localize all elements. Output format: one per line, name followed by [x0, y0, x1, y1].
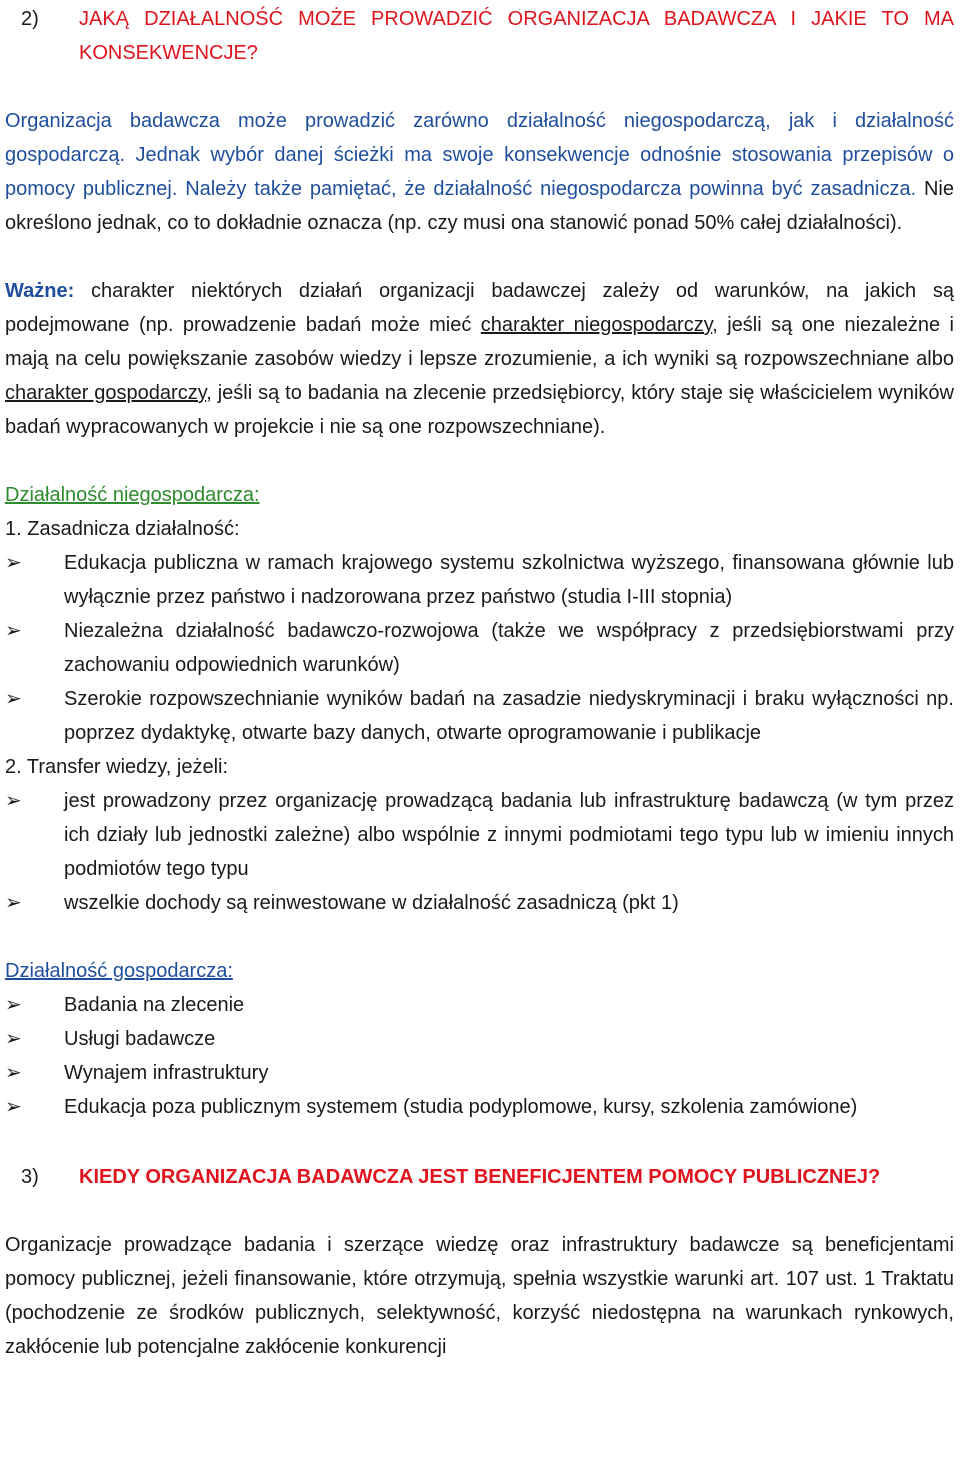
arrow-bullet-icon: ➢ — [5, 688, 22, 710]
arrow-bullet-icon: ➢ — [5, 1096, 22, 1118]
list-item-text: Badania na zlecenie — [64, 994, 245, 1016]
important-label: Ważne: — [5, 280, 75, 302]
section-title: KIEDY ORGANIZACJA BADAWCZA JEST BENEFICJENTEM POMOCY PUBLICZNEJ? — [79, 1166, 881, 1188]
list-item — [5, 1090, 954, 1124]
arrow-bullet-icon: ➢ — [5, 1062, 22, 1084]
section-number: 3) — [21, 1166, 39, 1188]
list-item — [5, 614, 954, 682]
list-item-text: Wynajem infrastruktury — [64, 1062, 269, 1084]
arrow-bullet-icon: ➢ — [5, 892, 22, 914]
section-2-heading — [5, 2, 954, 70]
intro-text-1: Organizacja badawcza może prowadzić zarówno działalność niegospodarczą, jak i działalność gospodarczą. Jednak wybór danej ścieżki ma swoje konsekwencje odnośnie stosowania przepisów o pomocy publicznej. Należy także pamiętać, że działalność niegospodarcza powinna być zasadnicza. — [5, 110, 954, 200]
knowledge-transfer-subheading: 2. Transfer wiedzy, jeżeli: — [5, 756, 229, 778]
list-item — [5, 1022, 954, 1056]
list-item — [5, 988, 954, 1022]
list-item — [5, 546, 954, 614]
economic-heading[interactable]: Działalność gospodarcza: — [5, 960, 233, 982]
section-3-heading — [5, 1160, 954, 1194]
document-page — [0, 2, 960, 1364]
arrow-bullet-icon: ➢ — [5, 552, 22, 574]
non-economic-term: charakter niegospodarczy — [480, 314, 713, 336]
list-item-text: Niezależna działalność badawczo-rozwojowa (także we współpracy z przedsiębiorstwami przy zachowaniu odpowiednich warunków) — [64, 620, 954, 676]
core-activity-subheading: 1. Zasadnicza działalność: — [5, 518, 240, 540]
list-item-text: Edukacja poza publicznym systemem (studia podyplomowe, kursy, szkolenia zamówione) — [64, 1096, 858, 1118]
important-text-1: charakter niektórych działań organizacji badawczej zależy od warunków, na jakich są podejmowane (np. prowadzenie badań może mieć — [5, 280, 954, 336]
list-item-text: Usługi badawcze — [64, 1028, 216, 1050]
arrow-bullet-icon: ➢ — [5, 790, 22, 812]
arrow-bullet-icon: ➢ — [5, 1028, 22, 1050]
important-paragraph — [5, 274, 954, 444]
important-text-2: , jeśli są one niezależne i mają na celu powiększanie zasobów wiedzy i lepsze zrozumienie, a ich wyniki są rozpowszechniane albo — [5, 314, 954, 370]
intro-text-2: Nie określono jednak, co to dokładnie oznacza (np. czy musi ona stanowić ponad 50% całej działalności). — [5, 178, 954, 234]
section-title: JAKĄ DZIAŁALNOŚĆ MOŻE PROWADZIĆ ORGANIZACJA BADAWCZA I JAKIE TO MA KONSEKWENCJE? — [79, 8, 954, 64]
list-item — [5, 784, 954, 886]
list-item-text: wszelkie dochody są reinwestowane w działalność zasadniczą (pkt 1) — [64, 892, 679, 914]
list-item — [5, 1056, 954, 1090]
closing-paragraph: Organizacje prowadzące badania i szerzące wiedzę oraz infrastruktury badawcze są beneficjentami pomocy publicznej, jeżeli finansowanie, które otrzymują, spełnia wszystkie warunki art. 107 ust. 1 Traktatu (pochodzenie ze środków publicznych, selektywność, korzyść niedostępna na warunkach rynkowych, zakłócenie lub potencjalne zakłócenie konkurencji — [5, 1234, 954, 1358]
economic-term: charakter gospodarczy — [5, 382, 207, 404]
list-item-text: Szerokie rozpowszechnianie wyników badań na zasadzie niedyskryminacji i braku wyłączności np. poprzez dydaktykę, otwarte bazy danych, otwarte oprogramowanie i publikacje — [64, 688, 954, 744]
list-item-text: Edukacja publiczna w ramach krajowego systemu szkolnictwa wyższego, finansowana głównie lub wyłącznie przez państwo i nadzorowana przez państwo (studia I-III stopnia) — [64, 552, 954, 608]
section-number: 2) — [21, 8, 39, 30]
non-economic-heading[interactable]: Działalność niegospodarcza: — [5, 484, 260, 506]
list-item — [5, 682, 954, 750]
important-text-3: , jeśli są to badania na zlecenie przedsiębiorcy, który staje się właścicielem wyników badań wypracowanych w projekcie i nie są one rozpowszechniane). — [5, 382, 954, 438]
arrow-bullet-icon: ➢ — [5, 620, 22, 642]
intro-paragraph — [5, 104, 954, 240]
list-item-text: jest prowadzony przez organizację prowadzącą badania lub infrastrukturę badawczą (w tym przez ich działy lub jednostki zależne) albo wspólnie z innymi podmiotami tego typu lub w imieniu innych podmiotów tego typu — [64, 790, 954, 880]
arrow-bullet-icon: ➢ — [5, 994, 22, 1016]
list-item — [5, 886, 954, 920]
